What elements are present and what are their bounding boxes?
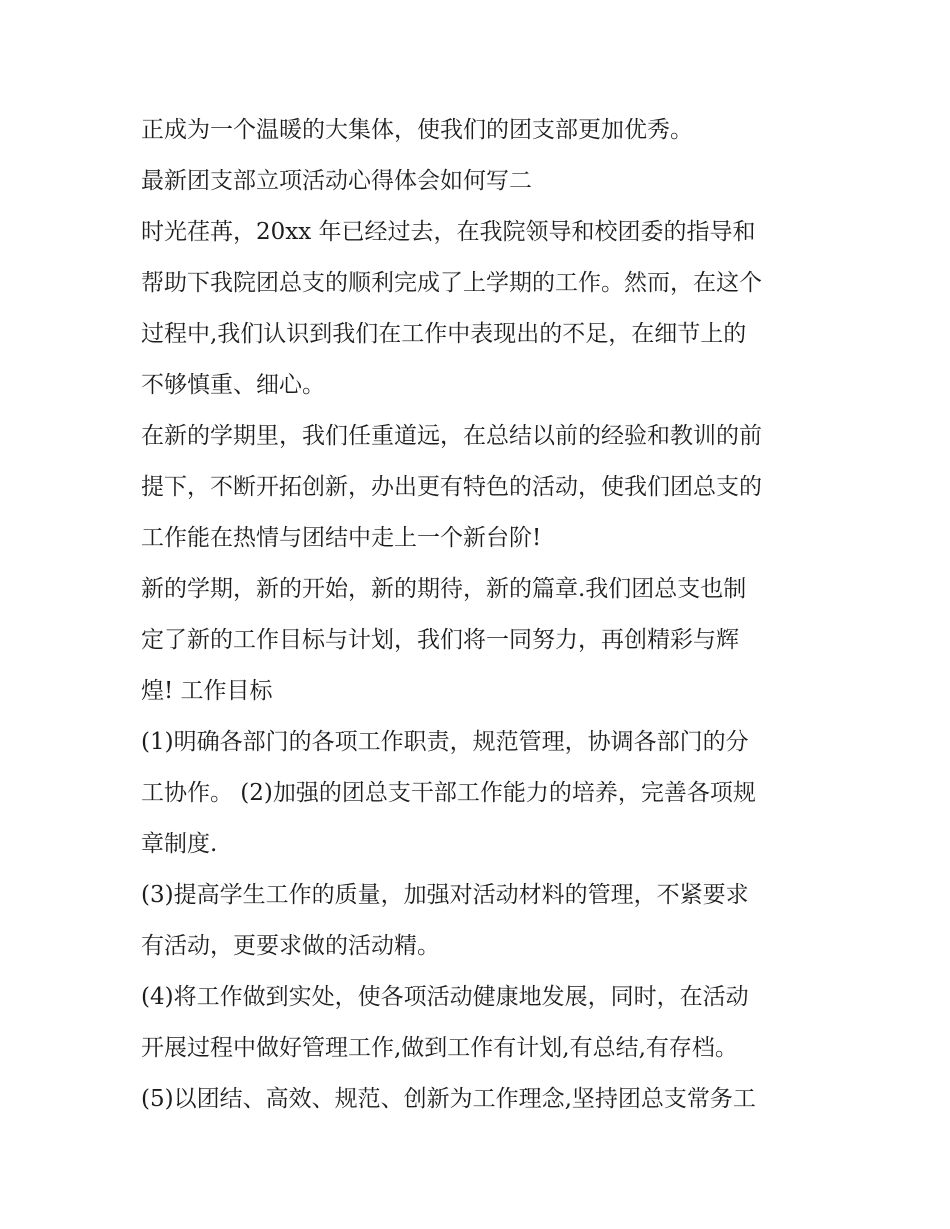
text-line: 不够慎重、细心。 [141,372,325,398]
text-line: 提下，不断开拓创新，办出更有特色的活动，使我们团总支的 [141,474,762,500]
text-line: 新的学期，新的开始，新的期待，新的篇章.我们团总支也制 [141,576,747,602]
text-line: 开展过程中做好管理工作,做到工作有计划,有总结,有存档。 [141,1035,738,1061]
section-heading: 最新团支部立项活动心得体会如何写二 [141,168,532,194]
text-line: 时光荏苒，20xx 年已经过去，在我院领导和校团委的指导和 [141,219,756,245]
text-line: (3)提高学生工作的质量，加强对活动材料的管理，不紧要求 [141,882,749,908]
text-line: 煌! 工作目标 [141,678,273,704]
text-line: 过程中,我们认识到我们在工作中表现出的不足，在细节上的 [141,321,747,347]
text-line: 定了新的工作目标与计划，我们将一同努力，再创精彩与辉 [141,627,739,653]
text-line: 章制度. [141,831,218,857]
text-line: 工协作。 (2)加强的团总支干部工作能力的培养，完善各项规 [141,780,756,806]
text-line: 帮助下我院团总支的顺利完成了上学期的工作。然而，在这个 [141,270,762,296]
text-line: 正成为一个温暖的大集体，使我们的团支部更加优秀。 [141,117,693,143]
document-body [141,108,821,1128]
text-line: 有活动，更要求做的活动精。 [141,933,440,959]
text-line: (5)以团结、高效、规范、创新为工作理念,坚持团总支常务工 [141,1086,756,1112]
text-line: 在新的学期里，我们任重道远，在总结以前的经验和教训的前 [141,423,762,449]
text-line: 工作能在热情与团结中走上一个新台阶! [141,525,542,551]
text-line: (1)明确各部门的各项工作职责，规范管理，协调各部门的分 [141,729,749,755]
text-line: (4)将工作做到实处，使各项活动健康地发展，同时，在活动 [141,984,749,1010]
